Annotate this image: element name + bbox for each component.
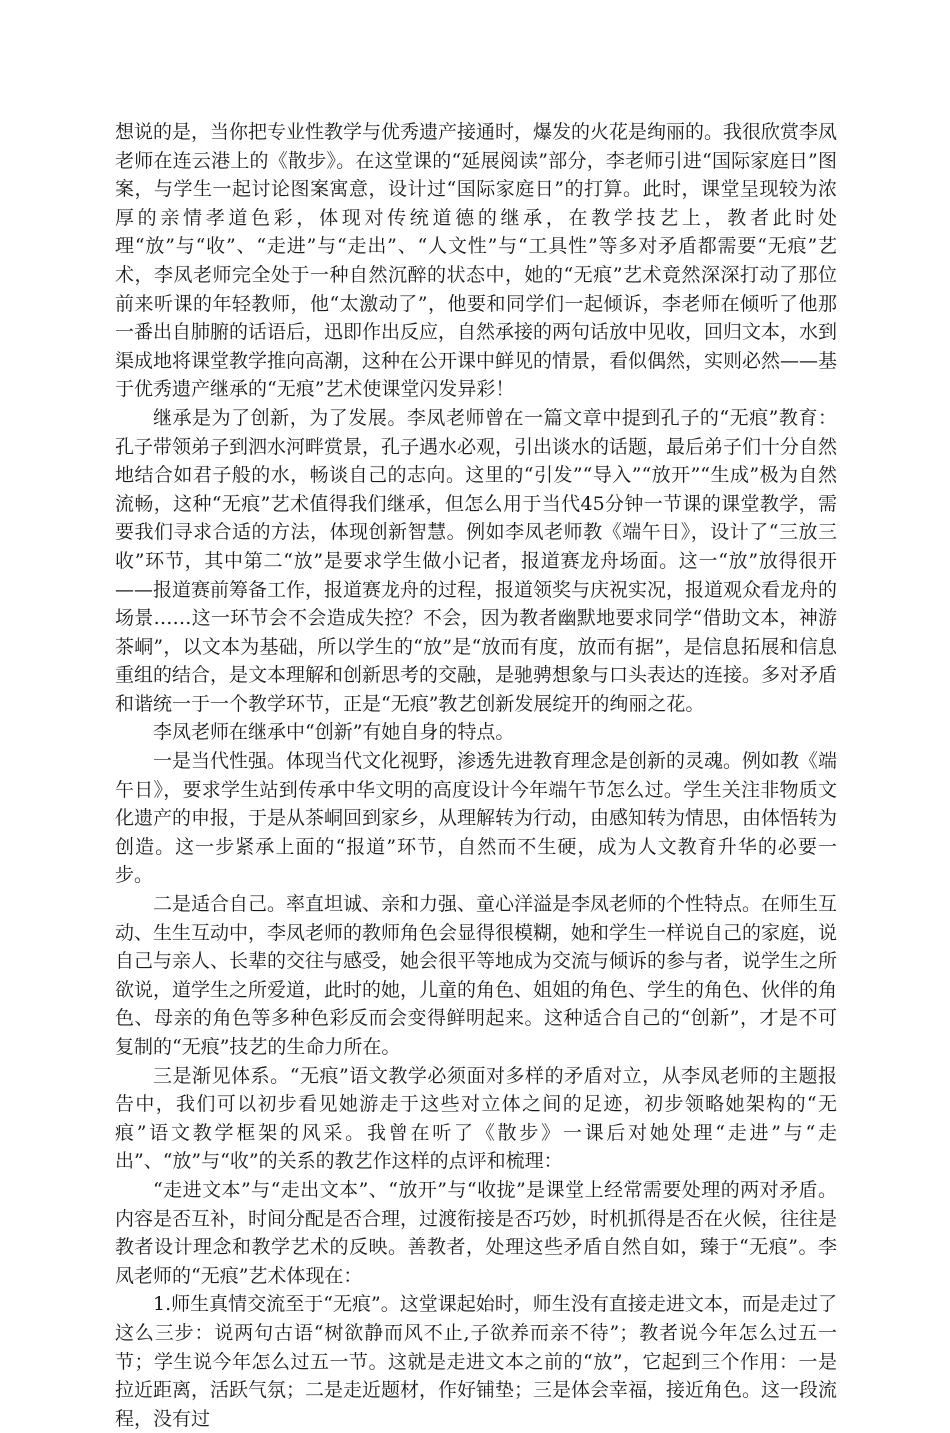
paragraph-4: 一是当代性强。体现当代文化视野，渗透先进教育理念是创新的灵魂。例如教《端午日》，要求学生站到传承中华文明的高度设计今年端午节怎么过。学生关注非物质文化遗产的申报，于是从茶峒回到家乡，从理解转为行动，由感知转为情思，由体悟转为创造。这一步紧承上面的“报道”环节，自然而不生硬，成为人文教育升华的必要一步。 [115, 750, 838, 887]
paragraph-1: 想说的是，当你把专业性教学与优秀遗产接通时，爆发的火花是绚丽的。我很欣赏李凤老师在连云港上的《散步》。在这堂课的“延展阅读”部分，李老师引进“国际家庭日”图案，与学生一起讨论图案寓意，设计过“国际家庭日”的打算。此时，课堂呈现较为浓厚的亲情孝道色彩，体现对传统道德的继承，在教学技艺上，教者此时处理“放”与“收”、“走进”与“走出”、“人文性”与“工具性”等多对矛盾都需要“无痕”艺术，李凤老师完全处于一种自然沉醉的状态中，她的“无痕”艺术竟然深深打动了那位前来听课的年轻教师，他“太激动了”，他要和同学们一起倾诉，李老师在倾听了他那一番出自肺腑的话语后，迅即作出反应，自然承接的两句话放中见收，回归文本，水到渠成地将课堂教学推向高潮，这种在公开课中鲜见的情景，看似偶然，实则必然——基于优秀遗产继承的“无痕”艺术使课堂闪发异彩！ [115, 121, 838, 401]
paragraph-8: 1.师生真情交流至于“无痕”。这堂课起始时，师生没有直接走进文本，而是走过了这么三步：说两句古语“树欲静而风不止,子欲养而亲不待”；教者说今年怎么过五一节；学生说今年怎么过五一节。这就是走进文本之前的“放”，它起到三个作用：一是拉近距离，活跃气氛；二是走近题材，作好铺垫；三是体会幸福，接近角色。这一段流程，没有过 [115, 1293, 838, 1430]
paragraph-3: 李凤老师在继承中“创新”有她自身的特点。 [153, 721, 515, 744]
document-page [115, 118, 837, 1433]
paragraph-6: 三是渐见体系。“无痕”语文教学必须面对多样的矛盾对立，从李凤老师的主题报告中，我们可以初步看见她游走于这些对立体之间的足迹，初步领略她架构的“无痕”语文教学框架的风采。我曾在听了《散步》一课后对她处理“走进”与“走出”、“放”与“收”的关系的教艺作这样的点评和梳理： [115, 1064, 837, 1173]
paragraph-5: 二是适合自己。率直坦诚、亲和力强、童心洋溢是李凤老师的个性特点。在师生互动、生生互动中，李凤老师的教师角色会显得很模糊，她和学生一样说自己的家庭，说自己与亲人、长辈的交往与感受，她会很平等地成为交流与倾诉的参与者，说学生之所欲说，道学生之所爱道，此时的她，儿童的角色、姐姐的角色、学生的角色、伙伴的角色、母亲的角色等多种色彩反而会变得鲜明起来。这种适合自己的“创新”，才是不可复制的“无痕”技艺的生命力所在。 [115, 893, 838, 1058]
paragraph-7: “走进文本”与“走出文本”、“放开”与“收拢”是课堂上经常需要处理的两对矛盾。内容是否互补，时间分配是否合理，过渡衔接是否巧妙，时机抓得是否在火候，往往是教者设计理念和教学艺术的反映。善教者，处理这些矛盾自然自如，臻于“无痕”。李凤老师的“无痕”艺术体现在： [115, 1178, 838, 1287]
paragraph-2: 继承是为了创新，为了发展。李凤老师曾在一篇文章中提到孔子的“无痕”教育：孔子带领弟子到泗水河畔赏景，孔子遇水必观，引出谈水的话题，最后弟子们十分自然地结合如君子般的水，畅谈自己的志向。这里的“引发”“导入”“放开”“生成”极为自然流畅，这种“无痕”艺术值得我们继承，但怎么用于当代45分钟一节课的课堂教学，需要我们寻求合适的方法，体现创新智慧。例如李凤老师教《端午日》，设计了“三放三收”环节，其中第二“放”是要求学生做小记者，报道赛龙舟场面。这一“放”放得很开——报道赛前筹备工作，报道赛龙舟的过程，报道领奖与庆祝实况，报道观众看龙舟的场景……这一环节会不会造成失控？不会，因为教者幽默地要求同学“借助文本，神游茶峒”，以文本为基础，所以学生的“放”是“放而有度，放而有据”，是信息拓展和信息重组的结合，是文本理解和创新思考的交融，是驰骋想象与口头表达的连接。多对矛盾和谐统一于一个教学环节，正是“无痕”教艺创新发展绽开的绚丽之花。 [115, 406, 838, 715]
